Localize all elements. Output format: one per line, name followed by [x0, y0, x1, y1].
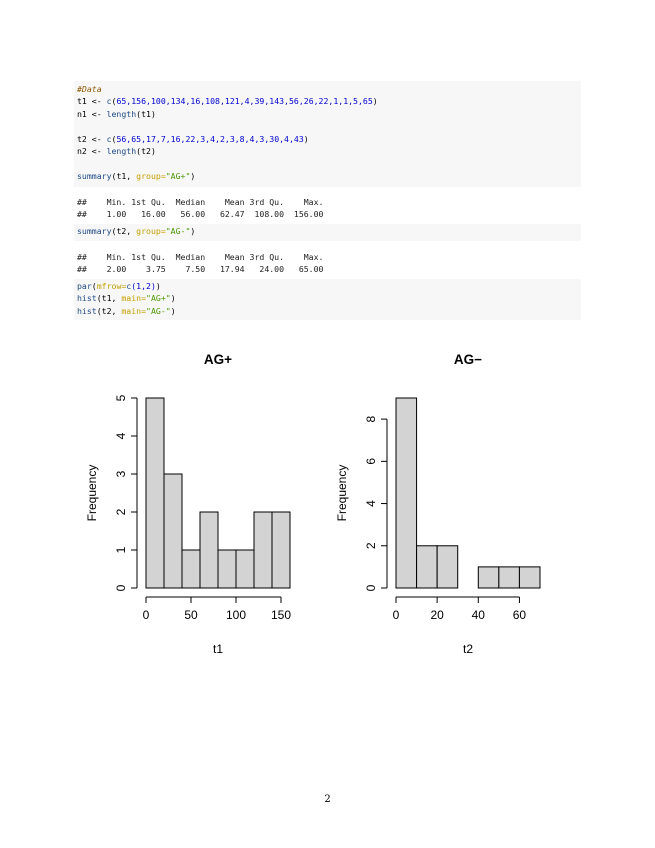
code-line-t2: t2 <- c(56,65,17,7,16,22,3,4,2,3,8,4,3,30,4,43)	[77, 133, 309, 144]
histogram-bar	[478, 567, 499, 588]
output-header: ## Min. 1st Qu. Median Mean 3rd Qu. Max.	[77, 252, 329, 262]
y-tick-label: 5	[114, 394, 128, 402]
histogram-bar	[519, 567, 540, 588]
x-axis-label: t2	[462, 642, 474, 656]
histogram-bar	[182, 550, 200, 588]
y-tick-label: 0	[364, 584, 378, 592]
histogram-bar	[164, 474, 182, 588]
y-tick-label: 1	[114, 546, 128, 554]
y-axis-label: Frequency	[85, 464, 99, 522]
code-chunk-data	[74, 81, 581, 187]
histogram-bar	[236, 550, 254, 588]
output-header: ## Min. 1st Qu. Median Mean 3rd Qu. Max.	[77, 197, 329, 207]
x-tick-label: 20	[430, 608, 444, 622]
x-tick-label: 40	[471, 608, 485, 622]
code-line-hist1: hist(t1, main="AG+")	[77, 293, 176, 304]
histogram-bar	[272, 512, 290, 588]
code-line-par: par(mfrow=c(1,2))	[77, 281, 161, 291]
code-chunk-summary2	[74, 224, 581, 241]
y-tick-label: 3	[114, 470, 128, 478]
chart-title: AG+	[203, 352, 233, 367]
code-line-n1: n1 <- length(t1)	[77, 108, 156, 119]
output-values: ## 1.00 16.00 56.00 62.47 108.00 156.00	[77, 209, 329, 220]
histogram-bar	[200, 512, 218, 588]
histogram-bar	[499, 567, 520, 588]
histogram-bar	[218, 550, 236, 588]
histogram-bar	[437, 546, 458, 588]
chart-title: AG−	[453, 352, 483, 367]
y-tick-label: 4	[364, 500, 378, 507]
y-tick-label: 2	[364, 542, 378, 550]
x-tick-label: 0	[142, 608, 150, 622]
x-tick-label: 100	[225, 608, 247, 622]
x-tick-label: 50	[184, 608, 198, 622]
histogram-bar	[254, 512, 272, 588]
code-line-hist2: hist(t2, main="AG-")	[77, 305, 176, 316]
code-line-summary1: summary(t1, group="AG+")	[77, 170, 196, 181]
code-comment: #Data	[77, 84, 102, 94]
y-tick-label: 4	[114, 432, 128, 440]
histogram-bar	[417, 546, 438, 588]
x-axis-label: t1	[212, 642, 224, 656]
output-summary1	[74, 196, 581, 221]
page-number: 2	[324, 794, 331, 805]
histogram-bar	[146, 398, 164, 588]
code-line-n2: n2 <- length(t2)	[77, 145, 156, 156]
y-tick-label: 8	[364, 415, 378, 423]
x-tick-label: 150	[270, 608, 292, 622]
histogram-bar	[396, 398, 417, 588]
output-summary2	[74, 251, 581, 276]
y-tick-label: 2	[114, 508, 128, 516]
x-tick-label: 60	[512, 608, 527, 622]
histogram-figure	[65, 335, 585, 675]
code-chunk-plots	[74, 279, 581, 320]
code-line-t1: t1 <- c(65,156,100,134,16,108,121,4,39,143,56,26,22,1,1,5,65)	[77, 96, 378, 107]
y-tick-label: 6	[364, 457, 378, 465]
x-tick-label: 0	[392, 608, 400, 622]
y-axis-label: Frequency	[335, 464, 349, 522]
output-values: ## 2.00 3.75 7.50 17.94 24.00 65.00	[77, 264, 329, 275]
code-line-summary2: summary(t2, group="AG-")	[77, 226, 196, 236]
y-tick-label: 0	[114, 584, 128, 592]
